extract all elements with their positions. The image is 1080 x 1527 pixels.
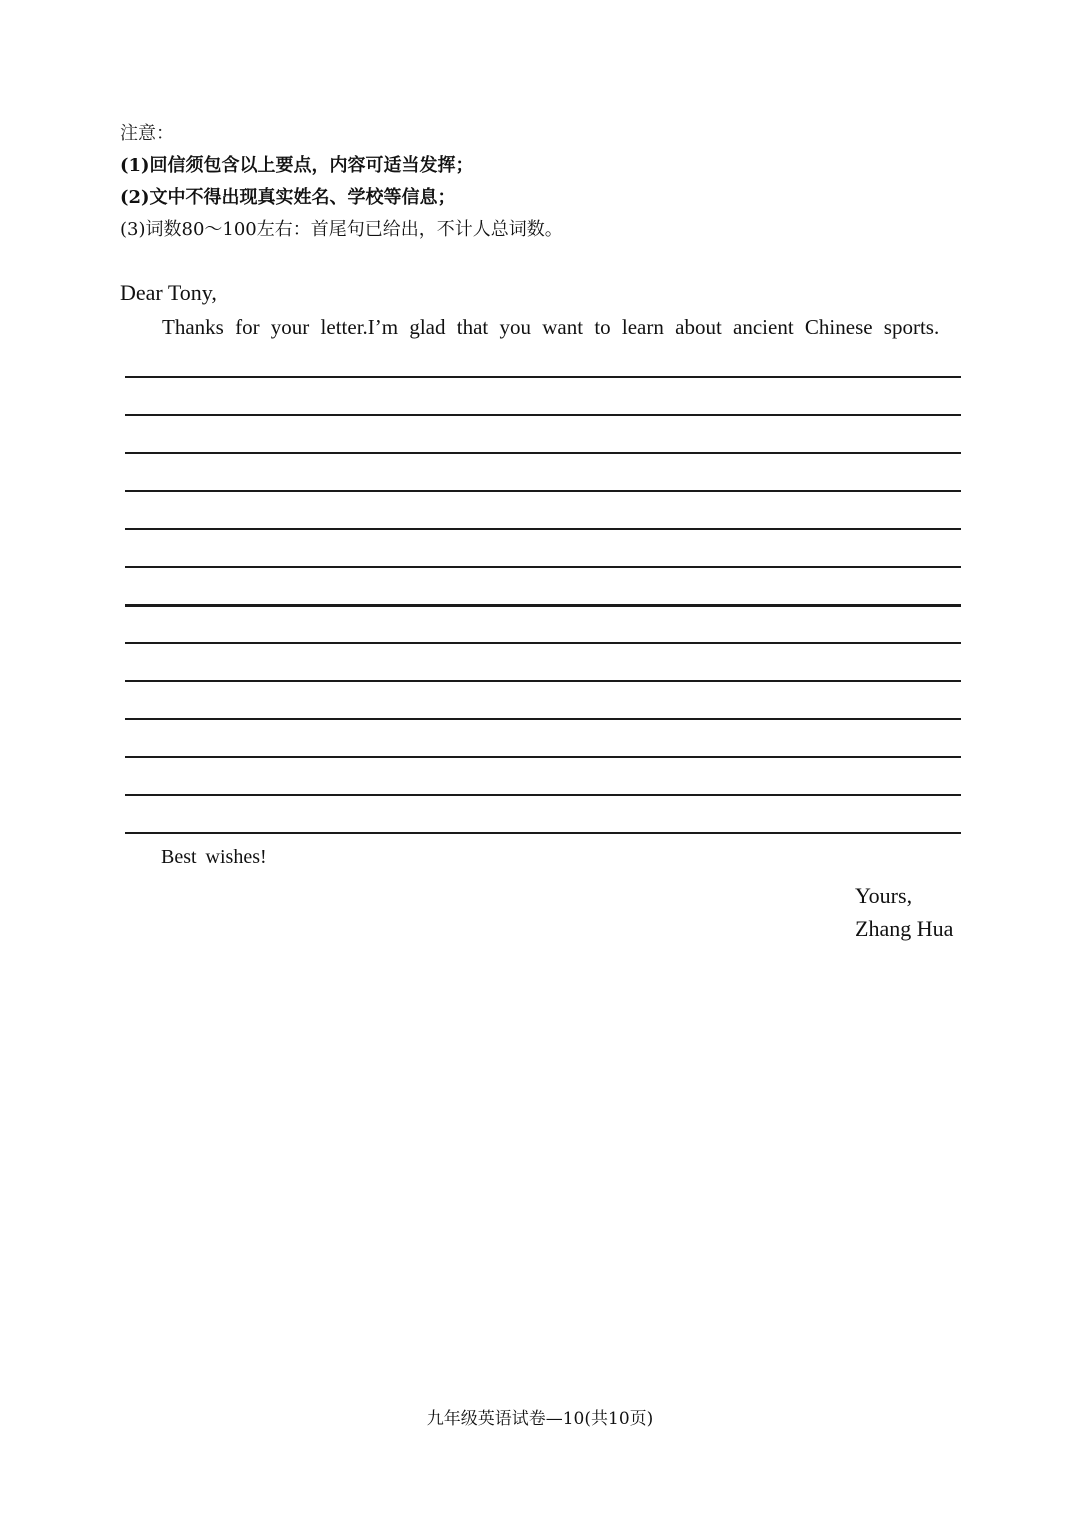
letter-greeting: Dear Tony, <box>120 280 217 305</box>
note-item-2: (2)文中不得出现真实姓名、学校等信息； <box>120 187 456 208</box>
page-footer: 九年级英语试卷—10(共10页) <box>426 1409 654 1429</box>
writing-line[interactable] <box>125 414 961 416</box>
letter-signoff-block <box>855 879 953 945</box>
letter-signature: Zhang Hua <box>855 916 954 941</box>
writing-line[interactable] <box>125 604 961 607</box>
writing-line[interactable] <box>125 452 961 454</box>
writing-line[interactable] <box>125 756 961 758</box>
writing-line[interactable] <box>125 718 961 720</box>
writing-line[interactable] <box>125 794 961 796</box>
letter-closing: Best wishes! <box>161 846 267 868</box>
writing-line[interactable] <box>125 680 961 682</box>
notes-title: 注意： <box>120 123 174 144</box>
writing-line[interactable] <box>125 490 961 492</box>
writing-line[interactable] <box>125 642 961 644</box>
letter-opening-sentence: Thanks for your letter.I’m glad that you want to learn about ancient Chinese sports. <box>162 315 940 339</box>
note-item-3: (3)词数80～100左右：首尾句已给出，不计人总词数。 <box>120 219 563 240</box>
letter-signoff: Yours, <box>855 883 913 908</box>
notes-section <box>120 118 563 246</box>
writing-line[interactable] <box>125 528 961 530</box>
writing-line[interactable] <box>125 832 961 834</box>
writing-line[interactable] <box>125 566 961 568</box>
note-item-1: (1)回信须包含以上要点，内容可适当发挥； <box>120 155 474 176</box>
writing-line[interactable] <box>125 376 961 378</box>
